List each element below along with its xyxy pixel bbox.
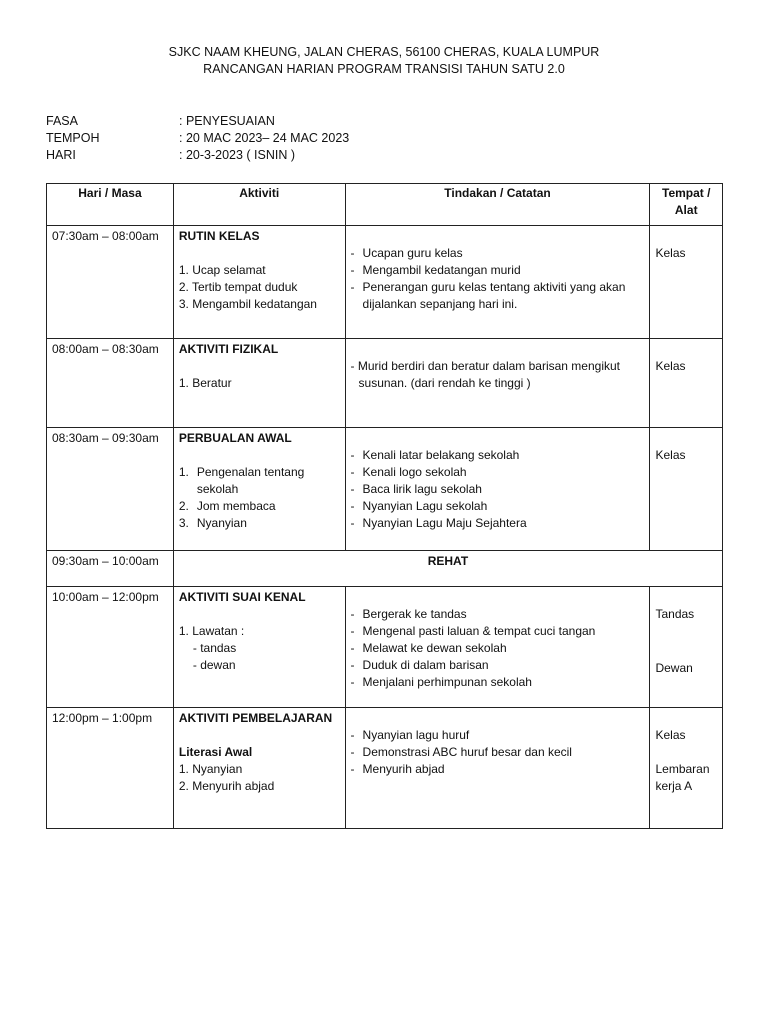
- time-cell: 08:00am – 08:30am: [47, 339, 174, 428]
- meta-key: HARI: [46, 148, 76, 162]
- note-item: Demonstrasi ABC huruf besar dan kecil: [362, 745, 572, 759]
- document-title: RANCANGAN HARIAN PROGRAM TRANSISI TAHUN SATU 2.0: [203, 62, 565, 76]
- meta-key: FASA: [46, 114, 78, 128]
- activity-item: 2. Menyurih abjad: [178, 779, 275, 793]
- column-header: Tempat / Alat: [650, 184, 723, 226]
- place-text: Kelas: [655, 359, 686, 373]
- activity-item: 1. Nyanyian: [178, 762, 243, 776]
- activity-item: 2. Tertib tempat duduk: [178, 280, 298, 294]
- table-row: [47, 551, 723, 587]
- time-cell: 12:00pm – 1:00pm: [47, 708, 174, 829]
- note-item: Duduk di dalam barisan: [362, 658, 489, 672]
- break-label: REHAT: [173, 551, 722, 587]
- column-header: Aktiviti: [173, 184, 345, 226]
- note-item: Nyanyian Lagu sekolah: [362, 499, 488, 513]
- note-item: Nyanyian lagu huruf: [362, 728, 470, 742]
- place-cell: [650, 708, 723, 829]
- note-item: Menjalani perhimpunan sekolah: [362, 675, 532, 689]
- activity-item: 1. Beratur: [178, 376, 232, 390]
- table-header-row: [47, 184, 723, 226]
- notes-cell: - Nyanyian lagu huruf - Demonstrasi ABC huruf besar dan kecil - Menyurih abjad: [345, 708, 650, 829]
- place-text: Kelas: [655, 728, 686, 742]
- note-item: susunan. (dari rendah ke tinggi ): [358, 376, 531, 390]
- column-header: Hari / Masa: [47, 184, 174, 226]
- note-item: Menyurih abjad: [362, 762, 445, 776]
- place-cell: [650, 587, 723, 708]
- note-item: Baca lirik lagu sekolah: [362, 482, 482, 496]
- activity-title: AKTIVITI PEMBELAJARAN: [178, 711, 333, 725]
- activity-cell: PERBUALAN AWAL 1. Pengenalan tentang sekolah 2. Jom membaca 3. Nyanyian: [173, 428, 345, 551]
- activity-item: Nyanyian: [196, 516, 247, 530]
- time-cell: 09:30am – 10:00am: [47, 551, 174, 587]
- place-text: Dewan: [655, 661, 693, 675]
- column-header: Tindakan / Catatan: [345, 184, 650, 226]
- activity-title: AKTIVITI SUAI KENAL: [178, 590, 306, 604]
- place-text: Lembaran kerja A: [655, 762, 710, 793]
- activity-cell: [173, 708, 345, 829]
- place-text: Kelas: [655, 448, 686, 462]
- activity-item: 3. Mengambil kedatangan: [178, 297, 317, 311]
- activity-cell: [173, 339, 345, 428]
- activity-cell: [173, 226, 345, 339]
- time-cell: 07:30am – 08:00am: [47, 226, 174, 339]
- notes-cell: - Kenali latar belakang sekolah - Kenali logo sekolah - Baca lirik lagu sekolah - Nyanyian Lagu sekolah - Nyanyian Lagu Maju Sejahtera: [345, 428, 650, 551]
- place-cell: [650, 428, 723, 551]
- note-item: Melawat ke dewan sekolah: [362, 641, 507, 655]
- activity-item: Jom membaca: [196, 499, 276, 513]
- meta-tempoh: [46, 130, 349, 147]
- note-item: Kenali latar belakang sekolah: [362, 448, 520, 462]
- document-header: [0, 44, 768, 78]
- lesson-plan-table: [46, 183, 723, 829]
- activity-title: AKTIVITI FIZIKAL: [178, 342, 279, 356]
- activity-item: - dewan: [192, 658, 236, 672]
- time-cell: 08:30am – 09:30am: [47, 428, 174, 551]
- activity-item: 1. Lawatan :: [178, 624, 245, 638]
- place-cell: [650, 339, 723, 428]
- notes-cell: - Ucapan guru kelas - Mengambil kedatangan murid - Penerangan guru kelas tentang aktiviti yang akan dijalankan sepanjang hari ini.: [345, 226, 650, 339]
- activity-item: - tandas: [192, 641, 237, 655]
- meta-value: : 20-3-2023 ( ISNIN ): [179, 148, 296, 162]
- meta-fasa: [46, 113, 349, 130]
- note-item: Mengenal pasti laluan & tempat cuci tangan: [362, 624, 596, 638]
- activity-title: PERBUALAN AWAL: [178, 431, 292, 445]
- table-row: [47, 428, 723, 551]
- table-row: [47, 708, 723, 829]
- school-name: SJKC NAAM KHEUNG, JALAN CHERAS, 56100 CHERAS, KUALA LUMPUR: [168, 45, 600, 59]
- meta-hari: [46, 147, 349, 164]
- place-text: Tandas: [655, 607, 695, 621]
- note-item: Ucapan guru kelas: [362, 246, 463, 260]
- table-row: [47, 226, 723, 339]
- table-row: [47, 587, 723, 708]
- notes-cell: [345, 339, 650, 428]
- place-cell: [650, 226, 723, 339]
- note-item: Nyanyian Lagu Maju Sejahtera: [362, 516, 527, 530]
- activity-item: 1. Ucap selamat: [178, 263, 266, 277]
- note-item: - Murid berdiri dan beratur dalam barisan mengikut: [350, 359, 620, 373]
- activity-subtitle: Literasi Awal: [178, 745, 253, 759]
- activity-cell: [173, 587, 345, 708]
- time-cell: 10:00am – 12:00pm: [47, 587, 174, 708]
- note-item: Mengambil kedatangan murid: [362, 263, 521, 277]
- place-text: Kelas: [655, 246, 686, 260]
- activity-item: Pengenalan tentang sekolah: [196, 465, 305, 496]
- table-row: [47, 339, 723, 428]
- note-item: Bergerak ke tandas: [362, 607, 467, 621]
- meta-value: : 20 MAC 2023– 24 MAC 2023: [179, 131, 350, 145]
- meta-value: : PENYESUAIAN: [179, 114, 275, 128]
- notes-cell: - Bergerak ke tandas - Mengenal pasti laluan & tempat cuci tangan - Melawat ke dewan sekolah - Duduk di dalam barisan - Menjalani perhimpunan sekolah: [345, 587, 650, 708]
- note-item: Kenali logo sekolah: [362, 465, 467, 479]
- meta-block: [46, 113, 349, 164]
- meta-key: TEMPOH: [46, 131, 100, 145]
- activity-title: RUTIN KELAS: [178, 229, 260, 243]
- note-item: Penerangan guru kelas tentang aktiviti yang akan dijalankan sepanjang hari ini.: [362, 280, 626, 311]
